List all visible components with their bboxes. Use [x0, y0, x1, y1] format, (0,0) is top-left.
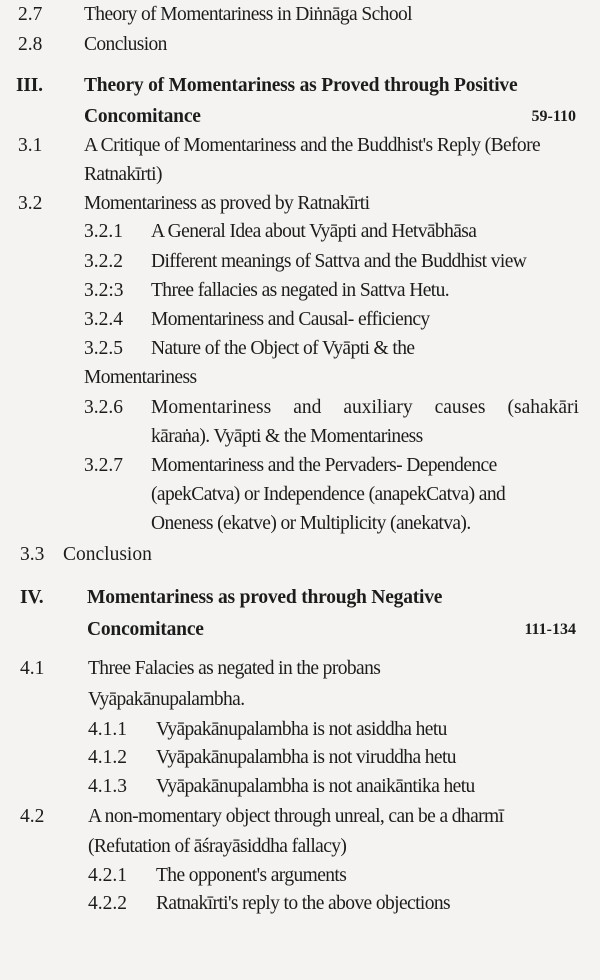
entry-number: 3.2.4 — [84, 309, 123, 330]
entry-title: A Critique of Momentariness and the Buddhist's Reply (Before — [84, 135, 541, 156]
word: causes — [434, 397, 486, 418]
entry-title: Conclusion — [63, 544, 152, 565]
entry-title: Different meanings of Sattva and the Buddhist view — [151, 251, 527, 272]
entry-title: Nature of the Object of Vyāpti & the — [151, 338, 415, 359]
entry-title: Vyāpakānupalambha is not asiddha hetu — [156, 719, 447, 740]
entry-number: 3.2.1 — [84, 221, 123, 242]
entry-number: 3.2 — [18, 193, 43, 214]
entry-number: 4.1.2 — [88, 747, 127, 768]
entry-title: kāraṅa). Vyāpti & the Momentariness — [151, 426, 423, 447]
entry-title: A General Idea about Vyāpti and Hetvābhāsa — [151, 221, 477, 242]
chapter-title: Theory of Momentariness as Proved through Positive — [84, 75, 518, 96]
entry-title: Momentariness — [84, 367, 197, 388]
entry-title: Momentariness and the Pervaders- Dependence — [151, 455, 497, 476]
entry-title: Conclusion — [84, 34, 167, 55]
entry-number: 3.2.5 — [84, 338, 123, 359]
chapter-number: IV. — [20, 587, 44, 608]
entry-title: Ratnakīrti's reply to the above objections — [156, 893, 451, 914]
entry-number: 4.1.1 — [88, 719, 127, 740]
entry-number: 2.7 — [18, 4, 43, 25]
entry-number: 4.2.1 — [88, 865, 127, 886]
chapter-title: Concomitance — [84, 106, 201, 127]
word: auxiliary — [343, 397, 413, 418]
entry-number: 4.2 — [20, 806, 45, 827]
entry-title: (apekCatva) or Independence (anapekCatva) and — [151, 484, 506, 505]
entry-title: Oneness (ekatve) or Multiplicity (anekatva). — [151, 513, 471, 534]
chapter-title: Concomitance — [87, 619, 204, 640]
chapter-number: III. — [16, 75, 43, 96]
chapter-title: Momentariness as proved through Negative — [87, 587, 443, 608]
entry-title: Ratnakīrti) — [84, 164, 162, 185]
entry-title: The opponent's arguments — [156, 865, 347, 886]
entry-title: Three fallacies as negated in Sattva Hetu. — [151, 280, 450, 301]
entry-title: Momentariness as proved by Ratnakīrti — [84, 193, 370, 214]
entry-title — [151, 396, 579, 420]
entry-number: 3.2:3 — [84, 280, 124, 301]
word: and — [293, 397, 322, 418]
entry-number: 3.3 — [20, 544, 45, 565]
entry-number: 3.2.7 — [84, 455, 123, 476]
entry-number: 4.1.3 — [88, 776, 127, 797]
word: (sahakāri — [507, 397, 579, 418]
chapter-pages: 111-134 — [524, 621, 576, 638]
entry-number: 3.1 — [18, 135, 43, 156]
entry-title: Theory of Momentariness in Diṅnāga School — [84, 4, 412, 25]
word: Momentariness — [151, 397, 272, 418]
entry-title: A non-momentary object through unreal, can be a dharmī — [88, 806, 504, 827]
entry-number: 4.1 — [20, 658, 45, 679]
entry-number: 4.2.2 — [88, 893, 127, 914]
entry-title: Vyāpakānupalambha. — [88, 689, 245, 710]
entry-number: 3.2.2 — [84, 251, 123, 272]
entry-title: Vyāpakānupalambha is not anaikāntika hetu — [156, 776, 475, 797]
chapter-pages: 59-110 — [531, 108, 576, 125]
entry-title: Vyāpakānupalambha is not viruddha hetu — [156, 747, 456, 768]
entry-title: Momentariness and Causal- efficiency — [151, 309, 430, 330]
entry-number: 2.8 — [18, 34, 43, 55]
entry-number: 3.2.6 — [84, 397, 123, 418]
entry-title: Three Falacies as negated in the probans — [88, 658, 381, 679]
entry-title: (Refutation of āśrayāsiddha fallacy) — [88, 836, 347, 857]
